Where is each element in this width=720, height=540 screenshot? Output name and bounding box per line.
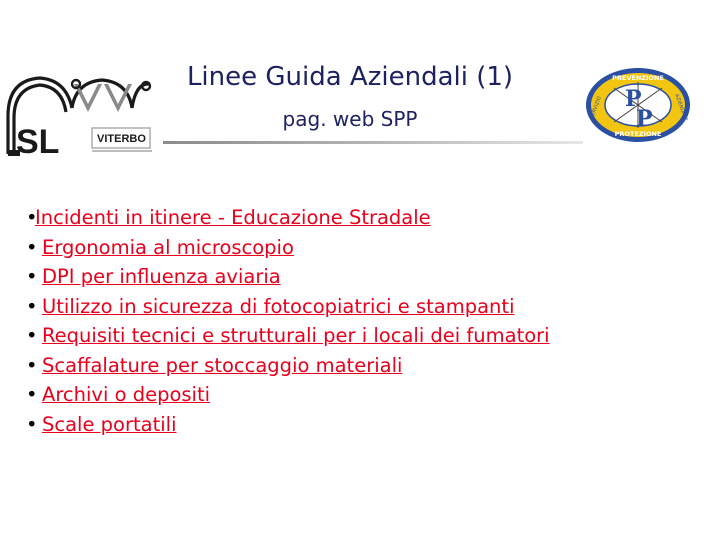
link-dpi-influenza-aviaria[interactable]: DPI per influenza aviaria xyxy=(42,265,281,288)
asl-viterbo-logo xyxy=(2,68,162,160)
link-ergonomia-microscopio[interactable]: Ergonomia al microscopio xyxy=(42,235,294,259)
bullet-icon: • xyxy=(26,353,38,377)
list-item xyxy=(26,351,550,381)
link-list xyxy=(26,203,550,439)
list-item xyxy=(26,321,550,351)
link-incidenti-in-itinere[interactable]: Incidenti in itinere - Educazione Stradale xyxy=(35,206,431,229)
list-item xyxy=(26,203,550,233)
bullet-icon: • xyxy=(26,412,38,436)
bullet-icon: • xyxy=(26,265,38,288)
logo-text-viterbo: VITERBO xyxy=(97,133,146,145)
list-item xyxy=(26,410,550,440)
spp-seal-logo xyxy=(584,66,692,144)
list-item xyxy=(26,292,550,322)
page-subtitle: pag. web SPP xyxy=(282,107,418,131)
bullet-icon: • xyxy=(26,383,38,406)
seal-ring-bottom-text: PROTEZIONE xyxy=(614,130,662,138)
seal-ring-right-text: AZIENDALE xyxy=(673,93,689,123)
list-item xyxy=(26,233,550,263)
seal-letter-p: P xyxy=(625,86,642,112)
seal-letter-p: P xyxy=(636,106,653,132)
link-fotocopiatrici-stampanti[interactable]: Utilizzo in sicurezza di fotocopiatrici e stampanti xyxy=(42,294,515,318)
header-divider xyxy=(163,141,583,144)
list-item xyxy=(26,380,550,410)
logo-text-sl: SL xyxy=(16,123,60,160)
link-archivi-depositi[interactable]: Archivi o depositi xyxy=(42,383,211,406)
bullet-icon: • xyxy=(26,206,38,229)
seal-ring-top-text: PREVENZIONE xyxy=(612,74,664,82)
list-item xyxy=(26,262,550,292)
bullet-icon: • xyxy=(26,235,38,259)
link-scaffalature[interactable]: Scaffalature per stoccaggio materiali xyxy=(42,353,403,377)
seal-ring-left-text: SERVIZIO xyxy=(589,95,603,120)
link-scale-portatili[interactable]: Scale portatili xyxy=(42,412,177,436)
bullet-icon: • xyxy=(26,294,38,318)
page-title: Linee Guida Aziendali (1) xyxy=(186,62,514,92)
bullet-icon: • xyxy=(26,324,38,347)
link-locali-fumatori[interactable]: Requisiti tecnici e strutturali per i locali dei fumatori xyxy=(42,324,550,347)
